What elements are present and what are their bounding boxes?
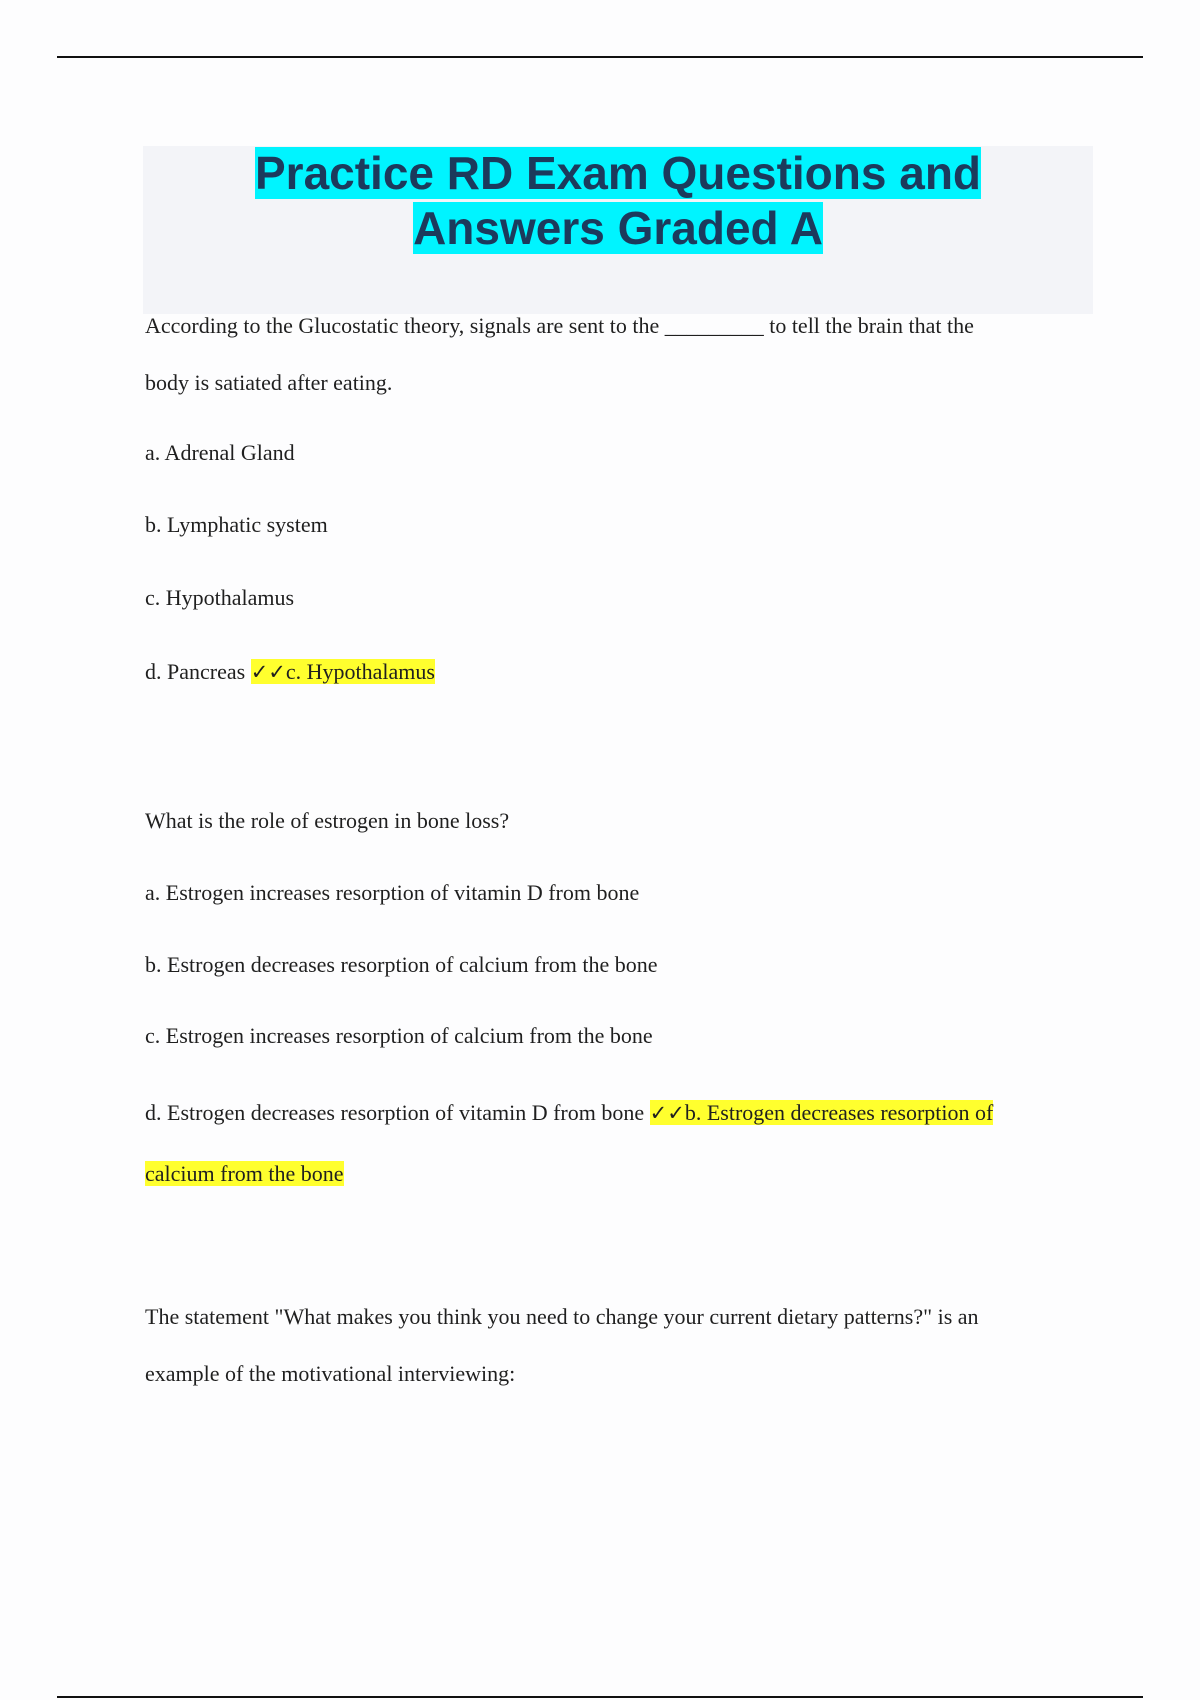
q2-answer-line-2-row xyxy=(145,1162,344,1186)
q2-stem: What is the role of estrogen in bone loss? xyxy=(145,808,510,833)
q3-stem-line-1: The statement "What makes you think you need to change your current dietary patterns?" is an xyxy=(145,1304,979,1329)
q1-answer-highlight xyxy=(251,659,435,684)
q1-option-b: b. Lymphatic system xyxy=(145,512,328,537)
q1-option-a: a. Adrenal Gland xyxy=(145,440,295,465)
q3-stem-line-2: example of the motivational interviewing: xyxy=(145,1361,516,1386)
q1-option-d-line xyxy=(145,660,435,684)
q2-answer-highlight xyxy=(650,1100,994,1125)
q2-answer-line-2: calcium from the bone xyxy=(145,1161,344,1186)
top-rule xyxy=(57,56,1143,58)
q1-option-d: d. Pancreas xyxy=(145,659,246,684)
title-banner xyxy=(143,146,1093,314)
q2-answer-line-1: b. Estrogen decreases resorption of xyxy=(684,1100,994,1125)
title-line-1: Practice RD Exam Questions and xyxy=(254,147,982,199)
q1-stem-line-1: According to the Glucostatic theory, signals are sent to the _________ to tell the brain that the xyxy=(145,313,974,338)
q2-option-b: b. Estrogen decreases resorption of calcium from the bone xyxy=(145,952,658,977)
q1-answer: c. Hypothalamus xyxy=(285,659,435,684)
q2-option-c: c. Estrogen increases resorption of calcium from the bone xyxy=(145,1023,653,1048)
title-line-2: Answers Graded A xyxy=(413,202,823,254)
double-check-icon: ✓✓ xyxy=(250,660,286,684)
document-title xyxy=(143,146,1093,256)
q2-option-a: a. Estrogen increases resorption of vitamin D from bone xyxy=(145,880,640,905)
q1-stem-line-2: body is satiated after eating. xyxy=(145,370,393,395)
q2-option-d-line xyxy=(145,1101,993,1125)
q2-option-d: d. Estrogen decreases resorption of vitamin D from bone xyxy=(145,1100,645,1125)
q1-option-c: c. Hypothalamus xyxy=(145,585,295,610)
bottom-rule xyxy=(57,1696,1143,1698)
double-check-icon: ✓✓ xyxy=(649,1101,685,1125)
